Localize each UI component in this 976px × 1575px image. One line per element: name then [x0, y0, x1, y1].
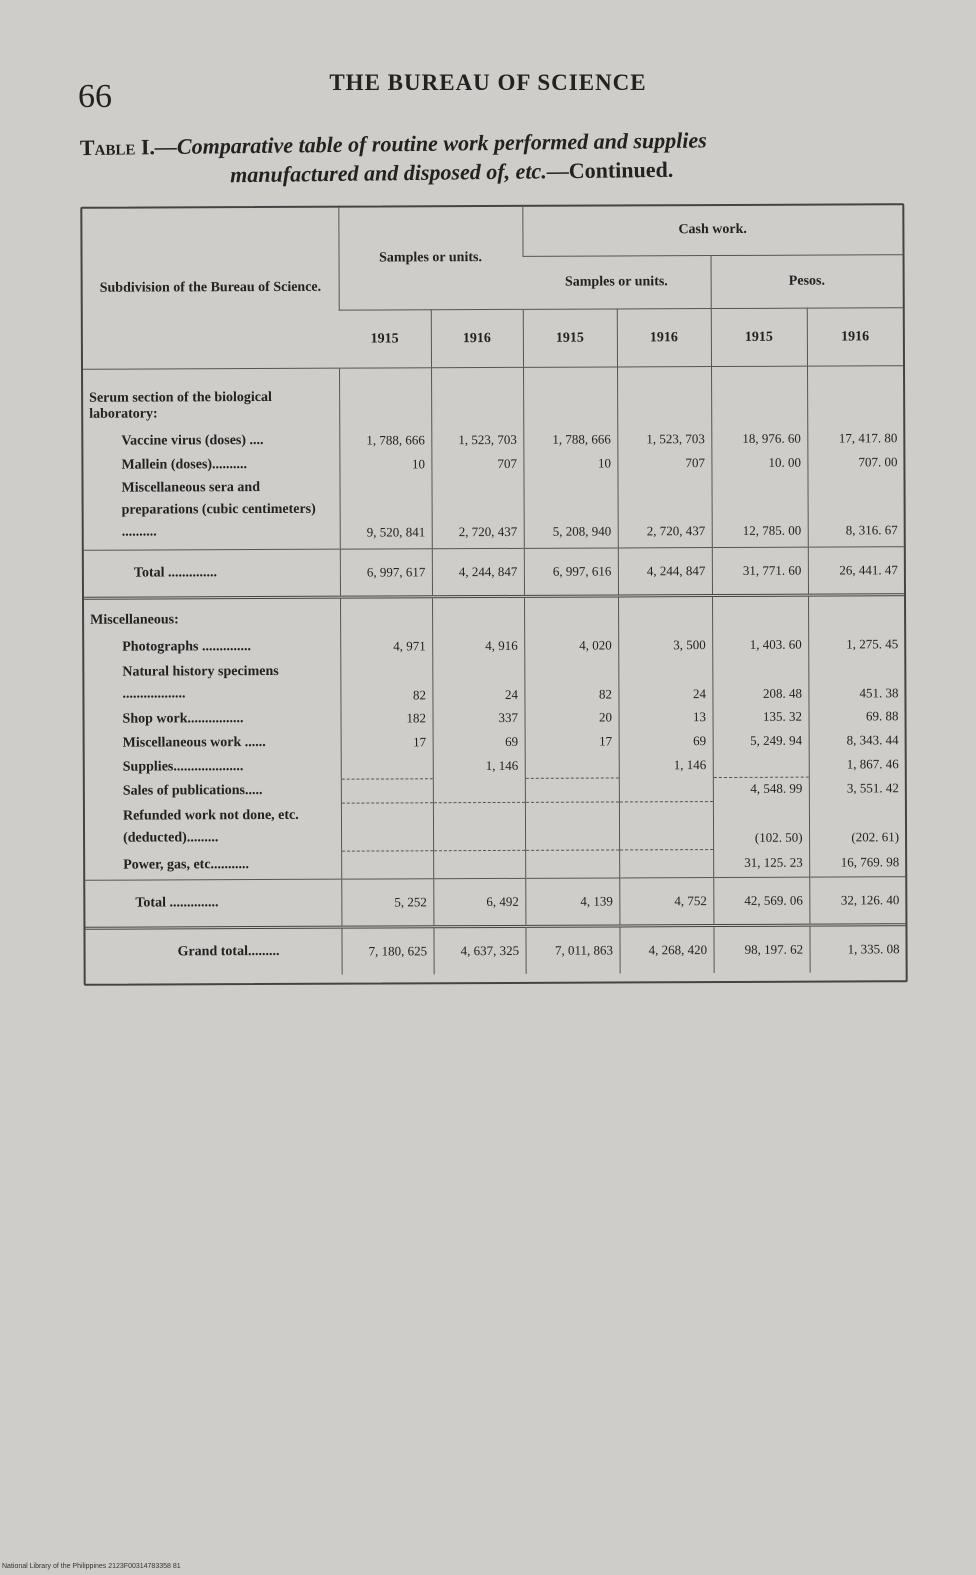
row-label: Vaccine virus (doses) ....: [121, 433, 264, 449]
header-cash-work: [522, 205, 902, 256]
table-cell: [525, 801, 619, 849]
year-header: 1916: [431, 310, 523, 368]
table-cell: 24: [618, 657, 712, 705]
grand-total-cell: 7, 180, 625: [341, 926, 433, 974]
table-cell: 12, 785. 00: [711, 475, 807, 548]
table-cell: [433, 850, 525, 878]
caption-label: Table I.: [79, 134, 156, 161]
grand-total-cell: 4, 268, 420: [619, 925, 713, 973]
table-cell: [619, 801, 713, 849]
table-cell: 3, 551. 42: [809, 776, 905, 800]
table-cell: 82: [340, 658, 432, 706]
scan-footer: National Library of the Philippines 2123F00314783358 81: [2, 1563, 181, 1570]
table-cell: 337: [432, 706, 524, 730]
section-heading: Serum section of the biological laboratory:: [89, 389, 272, 422]
table-cell: 5, 249. 94: [713, 729, 809, 753]
table-cell: (102. 50): [713, 801, 809, 849]
table-cell: 69. 88: [808, 704, 904, 728]
table-cell: [525, 777, 619, 801]
total-cell: 4, 244, 847: [618, 548, 712, 596]
table-cell: 1, 146: [619, 753, 713, 777]
row-label: Miscellaneous sera and preparations (cubic centimeters) ..........: [121, 480, 316, 540]
page-number: 66: [78, 78, 112, 115]
table-cell: 69: [433, 730, 525, 754]
row-label: Shop work................: [122, 711, 244, 727]
table-cell: 1, 146: [433, 754, 525, 778]
header-subdivision: [82, 208, 339, 370]
table-cell: 17: [525, 729, 619, 753]
header-pesos-text: Pesos.: [788, 273, 825, 289]
row-label: Power, gas, etc...........: [123, 856, 250, 873]
table-cell: 1, 788, 666: [339, 428, 431, 452]
year-header: 1915: [523, 309, 617, 367]
row-label: Supplies....................: [122, 759, 244, 775]
table-cell: (202. 61): [809, 800, 905, 848]
table-cell: 1, 867. 46: [809, 752, 905, 776]
table-cell: 69: [619, 729, 713, 753]
table-cell: 18, 976. 60: [711, 427, 807, 451]
table-cell: 135. 32: [712, 705, 808, 729]
table-cell: 24: [432, 658, 524, 706]
table-cell: 8, 316. 67: [807, 474, 903, 547]
table-cell: 451. 38: [808, 656, 904, 704]
row-label: Natural history specimens ..................: [122, 663, 279, 702]
total-cell: 6, 492: [433, 878, 525, 926]
table-cell: 707: [431, 452, 523, 476]
table-cell: 2, 720, 437: [431, 476, 523, 549]
table-cell: 10: [523, 451, 617, 475]
table-cell: 31, 125. 23: [713, 849, 809, 877]
table-cell: 20: [524, 705, 618, 729]
table-cell: 3, 500: [618, 633, 712, 657]
table-cell: 17, 417. 80: [807, 426, 903, 450]
table-cell: 4, 916: [432, 634, 524, 658]
total-cell: 4, 244, 847: [432, 548, 524, 596]
data-table: [80, 203, 907, 986]
row-label: Photographs ..............: [122, 639, 251, 655]
year-header: 1915: [711, 308, 807, 366]
header-samples: [338, 207, 522, 311]
grand-total-cell: 7, 011, 863: [525, 925, 619, 973]
caption-text-1: —Comparative table of routine work performed and supplies: [154, 127, 707, 160]
total-cell: 6, 997, 617: [340, 549, 432, 597]
table-cell: 16, 769. 98: [809, 848, 905, 876]
total-cell: 42, 569. 06: [713, 877, 809, 925]
table-cell: 1, 523, 703: [431, 428, 523, 452]
row-label: Sales of publications.....: [122, 783, 263, 799]
running-head: THE BUREAU OF SCIENCE: [329, 70, 647, 95]
grand-total-cell: 4, 637, 325: [433, 926, 525, 974]
grand-total-cell: 1, 335. 08: [809, 924, 905, 972]
caption-text-2: manufactured and disposed of, etc.: [230, 158, 547, 188]
table-caption: [80, 123, 911, 191]
table-cell: [341, 850, 433, 878]
total-label: Total ..............: [85, 879, 341, 928]
table-cell: 1, 788, 666: [523, 427, 617, 451]
table-cell: 1, 523, 703: [617, 427, 711, 451]
table-cell: 4, 548. 99: [713, 777, 809, 801]
total-label: Total ..............: [84, 549, 340, 598]
table-cell: 707: [617, 451, 711, 475]
header-cash-work-text: Cash work.: [678, 222, 747, 238]
table-cell: 5, 208, 940: [523, 475, 617, 548]
table-cell: [525, 849, 619, 877]
total-cell: 4, 752: [619, 877, 713, 925]
header-subdivision-text: Subdivision of the Bureau of Science.: [99, 279, 322, 296]
table-cell: [433, 802, 525, 850]
row-label: Miscellaneous work ......: [122, 734, 266, 751]
table-cell: 4, 971: [340, 634, 432, 658]
year-header: 1916: [807, 308, 903, 366]
total-cell: 31, 771. 60: [712, 547, 808, 595]
row-label: Refunded work not done, etc. (deducted).........: [122, 807, 299, 846]
table-cell: 17: [341, 730, 433, 754]
table-cell: 10. 00: [711, 451, 807, 475]
table-cell: 2, 720, 437: [617, 475, 711, 548]
caption-continued: —Continued.: [546, 156, 674, 184]
grand-total-label: Grand total.........: [85, 927, 341, 976]
table-cell: [713, 753, 809, 777]
table-cell: 10: [339, 452, 431, 476]
table-cell: 1, 403. 60: [712, 633, 808, 657]
table-cell: [525, 753, 619, 777]
total-cell: 32, 126. 40: [809, 876, 905, 924]
total-cell: 26, 441. 47: [808, 547, 904, 595]
table-cell: 82: [524, 657, 618, 705]
year-header: 1915: [339, 310, 431, 368]
table-cell: 4, 020: [524, 633, 618, 657]
row-label: Mallein (doses)..........: [121, 457, 248, 473]
table-cell: 707. 00: [807, 450, 903, 474]
table-cell: 8, 343. 44: [809, 728, 905, 752]
table-cell: 208. 48: [712, 657, 808, 705]
header-cash-samples-text: Samples or units.: [564, 274, 668, 290]
table-cell: 182: [340, 706, 432, 730]
header-samples-text: Samples or units.: [379, 250, 482, 266]
total-cell: 4, 139: [525, 877, 619, 925]
header-cash-samples: [523, 255, 711, 309]
total-cell: 6, 997, 616: [524, 548, 618, 596]
table-cell: [341, 778, 433, 802]
table-cell: [619, 849, 713, 877]
table-cell: 13: [618, 705, 712, 729]
table-cell: [433, 778, 525, 802]
table-cell: 1, 275. 45: [808, 632, 904, 656]
table-cell: [341, 802, 433, 850]
header-pesos: [711, 254, 903, 308]
table-cell: 9, 520, 841: [339, 476, 431, 549]
grand-total-cell: 98, 197. 62: [713, 925, 809, 973]
table-cell: [619, 777, 713, 801]
total-cell: 5, 252: [341, 878, 433, 926]
table-cell: [341, 754, 433, 778]
section-heading: Miscellaneous:: [84, 597, 340, 636]
year-header: 1916: [617, 309, 711, 367]
